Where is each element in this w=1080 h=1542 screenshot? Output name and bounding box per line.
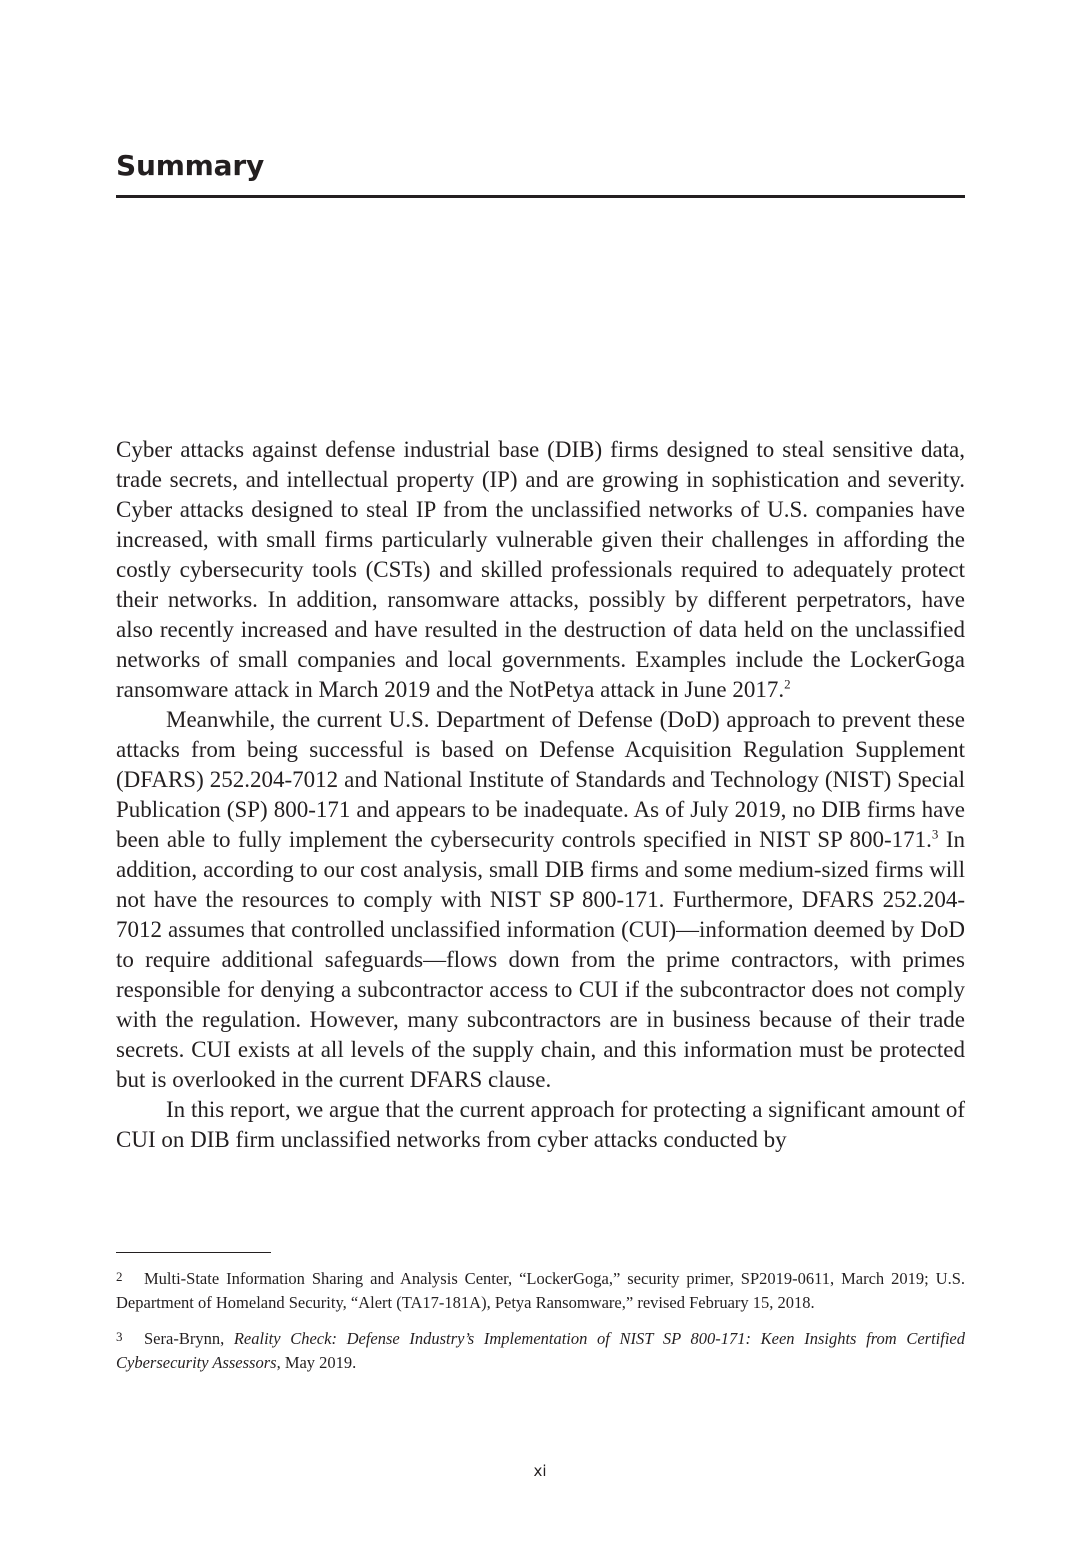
title-rule (116, 195, 965, 198)
paragraph-text: Meanwhile, the current U.S. Department of Defense (DoD) approach to prevent these attacks from being successful is based on Defense Acquisition Regulation Supplement (DFARS) 252.204-7012 and National Institute of Standards and Technology (NIST) Special Publication (SP) 800-171 and appears to be inadequate. As of July 2019, no DIB firms have been able to fully implement the cybersecurity controls specified in NIST SP 800-171. (116, 707, 965, 852)
footnote-2 (116, 1265, 965, 1315)
footnote-title: Reality Check: Defense Industry’s Implementation of NIST SP 800-171: Keen Insights from Certified Cybersecurity Assessors (116, 1329, 965, 1372)
page-title: Summary (116, 149, 265, 182)
page-number: xi (533, 1462, 547, 1480)
footnote-3 (116, 1325, 965, 1375)
footnote-number: 3 (116, 1329, 123, 1344)
body-text (116, 435, 965, 1155)
footnote-text: Sera-Brynn, (144, 1329, 234, 1348)
footnote-number: 2 (116, 1269, 123, 1284)
footnote-text: Multi-State Information Sharing and Analysis Center, “LockerGoga,” security primer, SP2019-0611, March 2019; U.S. Department of Homeland Security, “Alert (TA17-181A), Petya Ransomware,” revised February 15, 2018. (116, 1269, 965, 1312)
footnote-ref-3[interactable]: 3 (931, 826, 939, 842)
paragraph-text: In this report, we argue that the current approach for protecting a significant amount of CUI on DIB firm unclassified networks from cyber attacks conducted by (116, 1097, 965, 1152)
paragraph-1 (116, 435, 965, 705)
paragraph-2 (116, 705, 965, 1095)
footnotes (116, 1265, 965, 1385)
footnote-ref-2[interactable]: 2 (784, 676, 791, 692)
footnote-text: , May 2019. (276, 1353, 357, 1372)
paragraph-text: Cyber attacks against defense industrial base (DIB) firms designed to steal sensitive data, trade secrets, and intellectual property (IP) and are growing in sophistication and severity. Cyber attacks designed to steal IP from the unclassified networks of U.S. companies have increased, with small firms particularly vulnerable given their challenges in affording the costly cybersecurity tools (CSTs) and skilled professionals required to adequately protect their networks. In addition, ransomware attacks, possibly by different perpetrators, have also recently increased and have resulted in the destruction of data held on the unclassified networks of small companies and local governments. Examples include the LockerGoga ransomware attack in March 2019 and the NotPetya attack in June 2017. (116, 437, 965, 702)
paragraph-3 (116, 1095, 965, 1155)
footnote-rule (116, 1252, 271, 1253)
paragraph-text: In addition, according to our cost analysis, small DIB firms and some medium-sized firms will not have the resources to comply with NIST SP 800-171. Furthermore, DFARS 252.204-7012 assumes that controlled unclassified information (CUI)—information deemed by DoD to require additional safeguards—flows down from the prime contractors, with primes responsible for denying a subcontractor access to CUI if the subcontractor does not comply with the regulation. However, many subcontractors are in business because of their trade secrets. CUI exists at all levels of the supply chain, and this information must be protected but is overlooked in the current DFARS clause. (116, 827, 965, 1092)
